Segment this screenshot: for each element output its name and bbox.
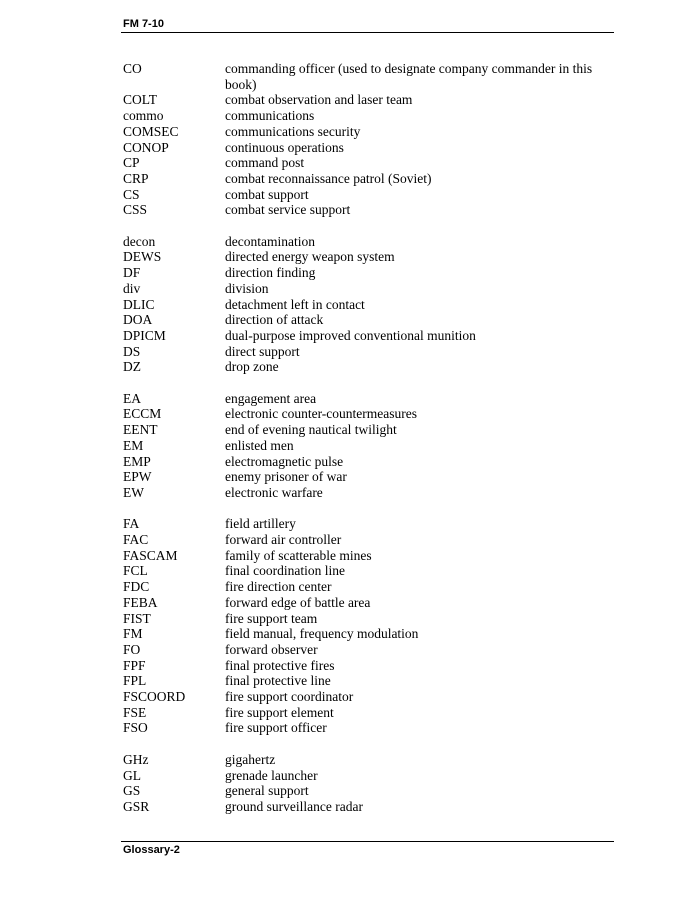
glossary-entry	[123, 642, 613, 658]
glossary-abbreviation: DF	[123, 265, 141, 281]
glossary-entry	[123, 532, 613, 548]
glossary-abbreviation: FSE	[123, 704, 147, 720]
glossary-definition: grenade launcher	[225, 767, 318, 783]
glossary-definition: forward air controller	[225, 532, 342, 548]
glossary-abbreviation: CP	[123, 155, 140, 171]
glossary-abbreviation: GSR	[123, 798, 150, 814]
glossary-group	[123, 516, 613, 736]
glossary-abbreviation: DEWS	[123, 249, 162, 265]
glossary-abbreviation: FIST	[123, 610, 151, 626]
footer-rule	[121, 841, 614, 842]
glossary-abbreviation: FPL	[123, 673, 147, 689]
glossary-abbreviation: FCL	[123, 563, 148, 579]
glossary-abbreviation: commo	[123, 108, 164, 124]
glossary-entry	[123, 297, 613, 313]
glossary-entry	[123, 705, 613, 721]
glossary-entry	[123, 673, 613, 689]
glossary-abbreviation: EM	[123, 437, 144, 453]
glossary-abbreviation: FA	[123, 516, 140, 532]
glossary-entry	[123, 171, 613, 187]
glossary-abbreviation: EPW	[123, 469, 152, 485]
glossary-definition: combat service support	[225, 202, 351, 218]
glossary-definition: combat observation and laser team	[225, 92, 413, 108]
glossary-list	[123, 61, 613, 830]
glossary-abbreviation: GL	[123, 767, 141, 783]
glossary-entry	[123, 92, 613, 108]
glossary-abbreviation: FDC	[123, 579, 150, 595]
glossary-entry	[123, 61, 613, 92]
glossary-entry	[123, 328, 613, 344]
glossary-definition: direction finding	[225, 265, 316, 281]
glossary-definition: forward observer	[225, 641, 318, 657]
glossary-definition: final coordination line	[225, 563, 345, 579]
glossary-entry	[123, 768, 613, 784]
glossary-entry	[123, 485, 613, 501]
glossary-entry	[123, 422, 613, 438]
glossary-abbreviation: FM	[123, 626, 143, 642]
glossary-group	[123, 391, 613, 501]
glossary-entry	[123, 454, 613, 470]
glossary-entry	[123, 658, 613, 674]
glossary-entry	[123, 720, 613, 736]
glossary-entry	[123, 344, 613, 360]
glossary-entry	[123, 611, 613, 627]
glossary-definition: forward edge of battle area	[225, 594, 371, 610]
glossary-definition: dual-purpose improved conventional munition	[225, 327, 476, 343]
glossary-definition: communications security	[225, 123, 361, 139]
glossary-definition: end of evening nautical twilight	[225, 422, 397, 438]
glossary-entry	[123, 124, 613, 140]
glossary-abbreviation: DOA	[123, 312, 153, 328]
glossary-entry	[123, 249, 613, 265]
glossary-definition: fire support coordinator	[225, 689, 354, 705]
glossary-abbreviation: FSO	[123, 720, 148, 736]
glossary-entry	[123, 783, 613, 799]
page-footer-label: Glossary-2	[123, 844, 180, 856]
glossary-abbreviation: EW	[123, 484, 144, 500]
glossary-definition: directed energy weapon system	[225, 249, 395, 265]
glossary-definition: electronic warfare	[225, 484, 323, 500]
glossary-abbreviation: CONOP	[123, 139, 169, 155]
glossary-entry	[123, 155, 613, 171]
glossary-definition: continuous operations	[225, 139, 344, 155]
glossary-entry	[123, 563, 613, 579]
glossary-abbreviation: CRP	[123, 170, 149, 186]
glossary-entry	[123, 312, 613, 328]
glossary-entry	[123, 391, 613, 407]
glossary-entry	[123, 406, 613, 422]
glossary-definition: electronic counter-countermeasures	[225, 406, 418, 422]
glossary-definition: decontamination	[225, 233, 315, 249]
glossary-abbreviation: EMP	[123, 453, 151, 469]
glossary-abbreviation: decon	[123, 233, 156, 249]
glossary-abbreviation: COMSEC	[123, 123, 179, 139]
glossary-abbreviation: EA	[123, 390, 141, 406]
glossary-definition: fire support officer	[225, 720, 327, 736]
glossary-abbreviation: GHz	[123, 751, 149, 767]
glossary-definition: fire support element	[225, 704, 334, 720]
glossary-abbreviation: FSCOORD	[123, 689, 186, 705]
glossary-definition: communications	[225, 108, 315, 124]
glossary-abbreviation: DLIC	[123, 296, 155, 312]
glossary-definition: drop zone	[225, 359, 279, 375]
glossary-entry	[123, 516, 613, 532]
glossary-entry	[123, 438, 613, 454]
glossary-abbreviation: GS	[123, 783, 141, 799]
glossary-entry	[123, 140, 613, 156]
glossary-definition: engagement area	[225, 390, 317, 406]
glossary-entry	[123, 595, 613, 611]
glossary-entry	[123, 281, 613, 297]
glossary-abbreviation: EENT	[123, 422, 158, 438]
glossary-definition: field manual, frequency modulation	[225, 626, 419, 642]
glossary-entry	[123, 359, 613, 375]
glossary-abbreviation: FO	[123, 641, 141, 657]
glossary-definition: division	[225, 280, 269, 296]
glossary-entry	[123, 579, 613, 595]
glossary-entry	[123, 799, 613, 815]
glossary-entry	[123, 234, 613, 250]
glossary-definition: ground surveillance radar	[225, 798, 363, 814]
glossary-definition: gigahertz	[225, 751, 276, 767]
glossary-abbreviation: FASCAM	[123, 547, 178, 563]
glossary-definition: fire direction center	[225, 579, 332, 595]
glossary-definition: fire support team	[225, 610, 318, 626]
glossary-entry	[123, 108, 613, 124]
glossary-entry	[123, 689, 613, 705]
glossary-abbreviation: DS	[123, 343, 141, 359]
glossary-definition: combat support	[225, 186, 309, 202]
glossary-definition: final protective fires	[225, 657, 335, 673]
glossary-definition: final protective line	[225, 673, 331, 689]
glossary-entry	[123, 752, 613, 768]
glossary-abbreviation: DPICM	[123, 327, 166, 343]
glossary-group	[123, 61, 613, 218]
glossary-entry	[123, 626, 613, 642]
glossary-abbreviation: CO	[123, 61, 142, 76]
glossary-definition: family of scatterable mines	[225, 547, 372, 563]
glossary-definition: commanding officer (used to designate company commander in this book)	[225, 61, 593, 92]
glossary-entry	[123, 469, 613, 485]
glossary-definition: electromagnetic pulse	[225, 453, 344, 469]
glossary-entry	[123, 202, 613, 218]
glossary-definition: enlisted men	[225, 437, 294, 453]
glossary-abbreviation: DZ	[123, 359, 141, 375]
glossary-entry	[123, 548, 613, 564]
glossary-definition: direction of attack	[225, 312, 324, 328]
glossary-group	[123, 234, 613, 375]
glossary-abbreviation: div	[123, 280, 141, 296]
glossary-entry	[123, 265, 613, 281]
glossary-entry	[123, 187, 613, 203]
glossary-definition: command post	[225, 155, 305, 171]
glossary-abbreviation: CS	[123, 186, 140, 202]
glossary-definition: general support	[225, 783, 309, 799]
glossary-abbreviation: FEBA	[123, 594, 158, 610]
glossary-abbreviation: CSS	[123, 202, 148, 218]
glossary-definition: enemy prisoner of war	[225, 469, 347, 485]
page-header-label: FM 7-10	[123, 18, 164, 30]
glossary-abbreviation: COLT	[123, 92, 158, 108]
glossary-definition: detachment left in contact	[225, 296, 365, 312]
glossary-abbreviation: FPF	[123, 657, 146, 673]
header-rule	[121, 32, 614, 33]
glossary-definition: combat reconnaissance patrol (Soviet)	[225, 170, 432, 186]
glossary-group	[123, 752, 613, 815]
glossary-definition: direct support	[225, 343, 300, 359]
glossary-abbreviation: FAC	[123, 532, 149, 548]
glossary-definition: field artillery	[225, 516, 296, 532]
glossary-abbreviation: ECCM	[123, 406, 162, 422]
